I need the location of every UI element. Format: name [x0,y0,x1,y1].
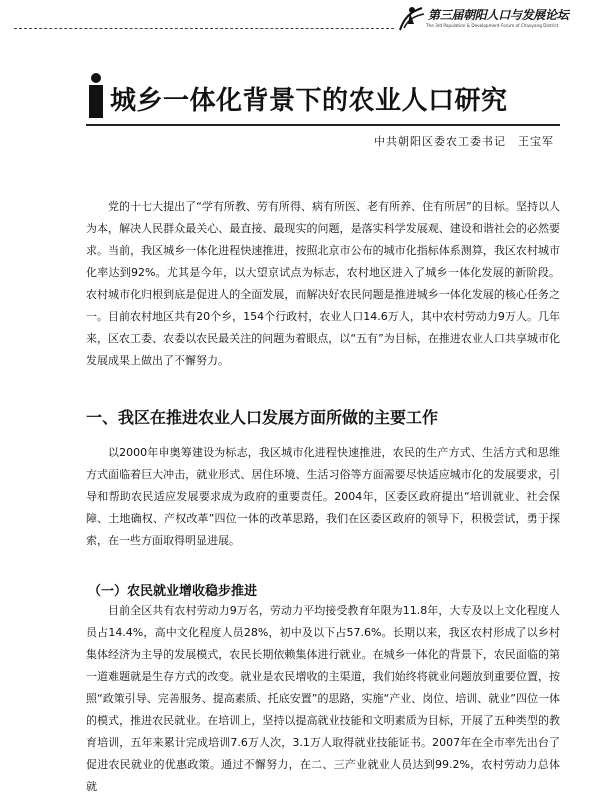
article-title: 城乡一体化背景下的农业人口研究 [110,86,508,116]
forum-logo-icon [392,4,428,34]
forum-subtitle: The 3rd Population & Development Forum of Chaoyang District [426,23,559,28]
subsection-heading: （一）农民就业增收稳步推进 [88,584,258,599]
title-rule [86,124,560,126]
header-divider [14,28,394,29]
subsection-paragraph: 目前全区共有农村劳动力9万名，劳动力平均接受教育年限为11.8年，大专及以上文化程度人员占14.4%，高中文化程度人员28%，初中及以下占57.6%。长期以来，我区农村形成了以乡村集体经济为主导的发展模式，农民长期依赖集体进行就业。在城乡一体化的背景下，农民面临的第一道难题就是生存方式的改变。就业是农民增收的主渠道，我们始终将就业问题放到重要位置，按照“政策引导、完善服务、提高素质、托底安置”的思路，实施“产业、岗位、培训、就业”四位一体的模式，推进农民就业。在培训上，坚持以提高就业技能和文明素质为目标，开展了五种类型的教育培训，五年来累计完成培训7.6万人次，3.1万人取得就业技能证书。2007年在全市率先出台了促进农民就业的优惠政策。通过不懈努力，在二、三产业就业人员达到99.2%，农村劳动力总体就 [86,604,560,793]
forum-title: 第三届朝阳人口与发展论坛 [428,8,569,22]
article-author: 中共朝阳区委农工委书记 王宝军 [374,135,554,148]
page-header [0,0,600,40]
intro-paragraph: 党的十七大提出了“学有所教、劳有所得、病有所医、老有所养、住有所居”的目标。坚持以人为本，解决人民群众最关心、最直接、最现实的问题，是落实科学发展观、建设和谐社会的必然要求。当前，我区城乡一体化进程快速推进，按照北京市公布的城市化指标体系测算，我区农村城市化率达到92%。尤其是今年，以大望京试点为标志，农村地区进入了城乡一体化发展的新阶段。农村城市化归根到底是促进人的全面发展，而解决好农民问题是推进城乡一体化发展的核心任务之一。目前农村地区共有20个乡，154个行政村，农业人口14.6万人，其中农村劳动力9万人。几年来，区农工委、农委以农民最关注的问题为着眼点，以“五有”为目标，在推进农业人口共享城市化发展成果上做出了不懈努力。 [86,200,560,367]
person-icon [86,72,106,120]
section-paragraph: 以2000年申奥筹建设为标志，我区城市化进程快速推进，农民的生产方式、生活方式和思维方式面临着巨大冲击，就业形式、居住环境、生活习俗等方面需要尽快适应城市化的发展要求，引导和帮助农民适应发展要求成为政府的重要责任。2004年，区委区政府提出“培训就业、社会保障、土地确权、产权改革”四位一体的改革思路，我们在区委区政府的领导下，积极尝试，勇于探索，在一些方面取得明显进展。 [86,446,560,547]
section-heading: 一、我区在推进农业人口发展方面所做的主要工作 [86,408,439,427]
